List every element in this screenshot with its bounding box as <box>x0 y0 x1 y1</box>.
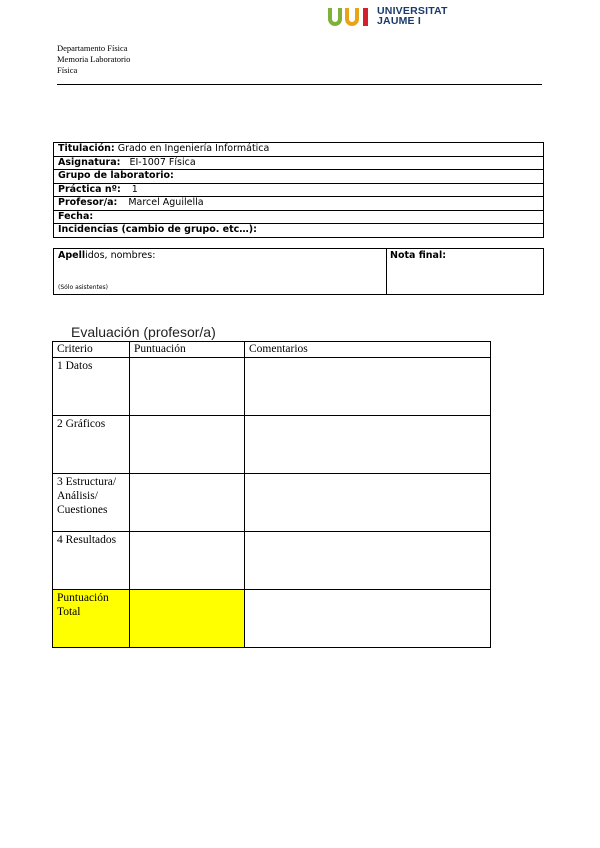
table-row <box>53 474 491 532</box>
header-comentarios: Comentarios <box>245 342 491 358</box>
table-row-total <box>53 590 491 648</box>
titulacion-value: Grado en Ingeniería Informática <box>117 143 270 154</box>
fecha-label: Fecha: <box>58 210 94 222</box>
row-profesor <box>54 197 543 211</box>
score-cell <box>130 358 245 416</box>
university-logo <box>327 6 452 28</box>
comment-cell <box>245 358 491 416</box>
logo-line-2: JAUME I <box>377 15 421 27</box>
grupo-label: Grupo de laboratorio: <box>58 170 174 181</box>
table-row <box>53 358 491 416</box>
header-divider <box>57 84 542 85</box>
comment-cell <box>245 532 491 590</box>
evaluation-table <box>52 341 491 648</box>
department-text: Departamento Física <box>57 43 128 53</box>
asignatura-label: Asignatura: <box>58 156 121 168</box>
final-grade-label: Nota final: <box>390 250 447 261</box>
criterio-cell: 2 Gráficos <box>53 416 130 474</box>
subject-text: Física <box>57 65 78 75</box>
profesor-value: Marcel Aguilella <box>128 197 204 208</box>
comment-cell <box>245 474 491 532</box>
document-header <box>57 43 130 76</box>
total-label-cell: Puntuación Total <box>53 590 130 648</box>
practica-label: Práctica nº: <box>58 183 121 195</box>
names-field <box>54 249 387 294</box>
total-score-cell <box>130 590 245 648</box>
practica-value: 1 <box>131 183 138 195</box>
score-cell <box>130 532 245 590</box>
incidencias-label: Incidencias (cambio de grupo. etc…): <box>58 224 257 235</box>
header-criterio: Criterio <box>53 342 130 358</box>
report-text: Memoria Laboratorio <box>57 54 131 64</box>
table-header-row <box>53 342 491 358</box>
student-names-box <box>53 248 544 295</box>
header-puntuacion: Puntuación <box>130 342 245 358</box>
titulacion-label: Titulación: <box>58 143 115 154</box>
attendees-note: (Sólo asistentes) <box>58 284 109 291</box>
row-incidencias <box>54 224 543 237</box>
names-label: Apellidos, nombres: <box>58 250 156 261</box>
table-row <box>53 416 491 474</box>
table-row <box>53 532 491 590</box>
total-comment-cell <box>245 590 491 648</box>
logo-line-1: UNIVERSITAT <box>377 5 448 17</box>
criterio-cell: 1 Datos <box>53 358 130 416</box>
criterio-cell: 3 Estructura/ Análisis/ Cuestiones <box>53 474 130 532</box>
asignatura-value: EI-1007 Física <box>129 156 196 168</box>
row-practica <box>54 184 543 198</box>
row-titulacion <box>54 143 543 157</box>
score-cell <box>130 474 245 532</box>
uji-logo-mark-icon <box>327 8 373 26</box>
evaluation-title: Evaluación (profesor/a) <box>71 324 216 340</box>
course-info-table <box>53 142 544 238</box>
row-grupo <box>54 170 543 184</box>
row-asignatura <box>54 157 543 171</box>
criterio-cell: 4 Resultados <box>53 532 130 590</box>
profesor-label: Profesor/a: <box>58 197 118 208</box>
comment-cell <box>245 416 491 474</box>
row-fecha <box>54 211 543 225</box>
score-cell <box>130 416 245 474</box>
